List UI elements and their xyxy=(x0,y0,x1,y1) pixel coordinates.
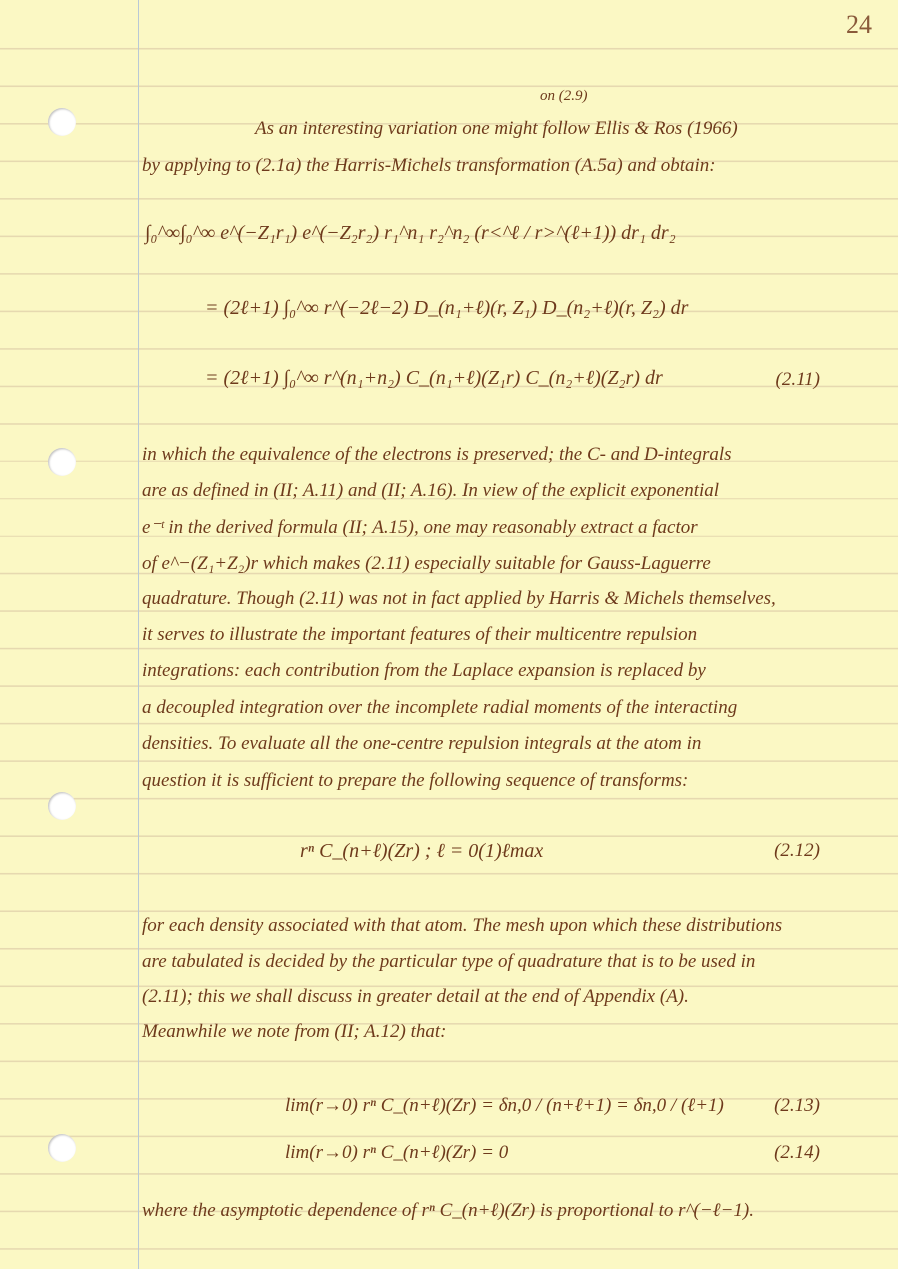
text-line: are as defined in (II; A.11) and (II; A.16). In view of the explicit exponential xyxy=(142,480,720,501)
equation-number: (2.14) xyxy=(774,1142,820,1163)
text-line: in which the equivalence of the electrons is preserved; the C- and D-integrals xyxy=(142,444,732,465)
text-line: where the asymptotic dependence of rⁿ C_(n+ℓ)(Zr) is proportional to r^(−ℓ−1). xyxy=(142,1200,754,1221)
text-line: for each density associated with that atom. The mesh upon which these distributions xyxy=(142,915,783,936)
punch-hole xyxy=(48,1134,76,1162)
equation-number: (2.11) xyxy=(775,369,820,390)
text-line: by applying to (2.1a) the Harris-Michels transformation (A.5a) and obtain: xyxy=(142,155,716,176)
equation xyxy=(145,222,676,245)
punch-hole xyxy=(48,792,76,820)
text-line: a decoupled integration over the incomplete radial moments of the interacting xyxy=(142,697,738,718)
text-line: integrations: each contribution from the Laplace expansion is replaced by xyxy=(142,660,706,681)
text-line: are tabulated is decided by the particular type of quadrature that is to be used in xyxy=(142,951,756,972)
punch-hole xyxy=(48,448,76,476)
text-line: (2.11); this we shall discuss in greater detail at the end of Appendix (A). xyxy=(142,986,689,1007)
text-line: of e^−(Z₁+Z₂)r which makes (2.11) especially suitable for Gauss-Laguerre xyxy=(142,553,711,574)
text-line: Meanwhile we note from (II; A.12) that: xyxy=(142,1021,447,1042)
equation: lim(r→0) rⁿ C_(n+ℓ)(Zr) = 0 xyxy=(285,1142,509,1163)
text-line: densities. To evaluate all the one-centre repulsion integrals at the atom in xyxy=(142,733,702,754)
text-line: question it is sufficient to prepare the following sequence of transforms: xyxy=(142,770,689,791)
text-line: e⁻ᵗ in the derived formula (II; A.15), one may reasonably extract a factor xyxy=(142,517,698,538)
text-line: As an interesting variation one might follow Ellis & Ros (1966) xyxy=(255,118,738,139)
page-number: 24 xyxy=(846,10,872,39)
equation-number: (2.13) xyxy=(774,1095,820,1116)
insertion-note: on (2.9) xyxy=(540,88,588,104)
equation-number: (2.12) xyxy=(774,840,820,861)
punch-hole xyxy=(48,108,76,136)
text-line: quadrature. Though (2.11) was not in fact applied by Harris & Michels themselves, xyxy=(142,588,776,609)
equation-text: ∫₀^∞∫₀^∞ e^(−Z₁r₁) e^(−Z₂r₂) r₁^n₁ r₂^n₂ (r<^ℓ / r>^(ℓ+1)) dr₁ dr₂ xyxy=(145,222,676,244)
equation: = (2ℓ+1) ∫₀^∞ r^(−2ℓ−2) D_(n₁+ℓ)(r, Z₁) D_(n₂+ℓ)(r, Z₂) dr xyxy=(205,297,689,319)
equation: = (2ℓ+1) ∫₀^∞ r^(n₁+n₂) C_(n₁+ℓ)(Z₁r) C_(n₂+ℓ)(Z₂r) dr xyxy=(205,367,663,389)
equation: lim(r→0) rⁿ C_(n+ℓ)(Zr) = δn,0 / (n+ℓ+1) = δn,0 / (ℓ+1) xyxy=(285,1095,724,1116)
equation: rⁿ C_(n+ℓ)(Zr) ; ℓ = 0(1)ℓmax xyxy=(300,840,544,862)
margin-line xyxy=(138,0,139,1269)
text-line: it serves to illustrate the important features of their multicentre repulsion xyxy=(142,624,698,645)
